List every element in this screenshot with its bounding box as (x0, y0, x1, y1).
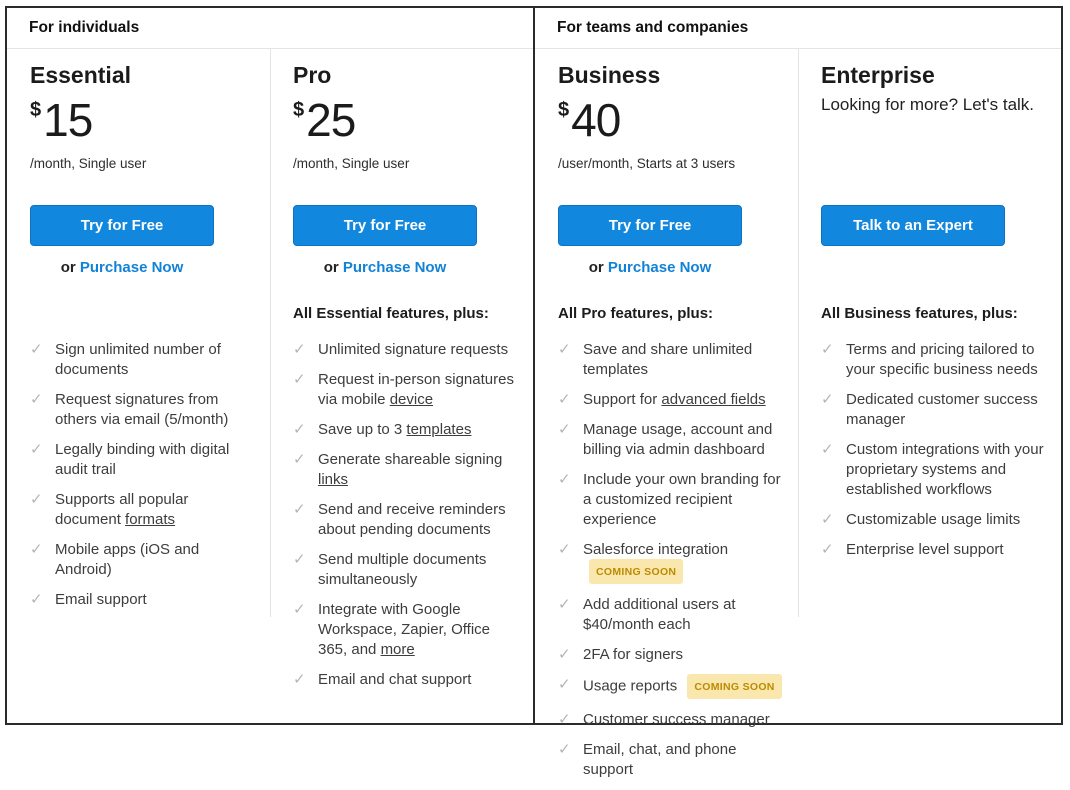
feature-link[interactable]: links (318, 471, 349, 488)
feature-item (558, 470, 782, 530)
check-icon: ✓ (558, 421, 571, 438)
feature-item (558, 675, 782, 700)
check-icon: ✓ (30, 591, 43, 608)
feature-text: Salesforce integration COMING SOON (583, 540, 782, 585)
feature-item (30, 440, 254, 480)
feature-item (558, 340, 782, 380)
section-header-teams: For teams and companies (535, 8, 1061, 49)
check-icon: ✓ (30, 491, 43, 508)
check-icon: ✓ (30, 341, 43, 358)
plan-top (30, 49, 254, 205)
feature-item (821, 390, 1045, 430)
features-header: All Pro features, plus: (558, 305, 714, 322)
price-note: /user/month, Starts at 3 users (558, 156, 736, 172)
or-label: or (323, 259, 343, 276)
check-icon: ✓ (558, 471, 571, 488)
feature-item (293, 550, 517, 590)
check-icon: ✓ (293, 501, 306, 518)
feature-text: Mobile apps (iOS and Android) (55, 541, 200, 578)
feature-text: Add additional users at $40/month each (583, 596, 736, 633)
feature-item (293, 500, 517, 540)
coming-soon-badge: COMING SOON (687, 674, 781, 699)
cta-wrap (30, 205, 214, 279)
check-icon: ✓ (558, 541, 571, 558)
plan-top (293, 49, 517, 205)
feature-list (293, 340, 517, 690)
or-label: or (60, 259, 80, 276)
purchase-row (30, 259, 214, 279)
features-header (30, 305, 254, 324)
check-icon: ✓ (293, 371, 306, 388)
check-icon: ✓ (821, 341, 834, 358)
talk-to-expert-button[interactable]: Talk to an Expert (821, 205, 1005, 246)
coming-soon-badge: COMING SOON (589, 559, 683, 584)
feature-item (558, 645, 782, 665)
check-icon: ✓ (293, 451, 306, 468)
feature-list (558, 340, 782, 780)
plan-column-enterprise (798, 49, 1061, 790)
check-icon: ✓ (293, 551, 306, 568)
feature-text: Save up to 3 templates (318, 421, 472, 438)
feature-item (293, 450, 517, 490)
cta-wrap (558, 205, 742, 279)
or-label: or (588, 259, 608, 276)
feature-item (821, 440, 1045, 500)
section-header-individuals: For individuals (7, 8, 533, 49)
check-icon: ✓ (558, 646, 571, 663)
feature-text: Sign unlimited number of documents (55, 341, 221, 378)
feature-text: Terms and pricing tailored to your specific business needs (846, 341, 1038, 378)
purchase-row-spacer (821, 259, 1005, 279)
feature-text: Unlimited signature requests (318, 341, 509, 358)
try-for-free-button[interactable]: Try for Free (293, 205, 477, 246)
check-icon: ✓ (558, 391, 571, 408)
feature-link[interactable]: templates (406, 421, 472, 438)
column-divider (270, 49, 271, 617)
check-icon: ✓ (558, 341, 571, 358)
column-divider (798, 49, 799, 617)
feature-text: Send multiple documents simultaneously (318, 551, 487, 588)
currency-symbol: $ (30, 99, 42, 122)
feature-list (821, 340, 1045, 560)
check-icon: ✓ (558, 711, 571, 728)
feature-item (821, 340, 1045, 380)
purchase-now-link[interactable]: Purchase Now (342, 259, 447, 276)
features-header: All Essential features, plus: (293, 305, 489, 322)
plan-name: Pro (293, 62, 332, 88)
check-icon: ✓ (558, 676, 571, 693)
cta-wrap (821, 205, 1005, 279)
feature-item (558, 710, 782, 730)
plan-name: Enterprise (821, 62, 935, 88)
section-body-individuals (7, 49, 533, 723)
plan-top (821, 49, 1045, 205)
currency-symbol: $ (293, 99, 305, 122)
price-note: /month, Single user (30, 156, 147, 172)
pricing-panel (5, 6, 1063, 778)
purchase-row (293, 259, 477, 279)
price (558, 93, 782, 147)
check-icon: ✓ (293, 421, 306, 438)
feature-text: Manage usage, account and billing via admin dashboard (583, 421, 773, 458)
feature-link[interactable]: device (389, 391, 434, 408)
feature-text: Request signatures from others via email (5/month) (55, 391, 229, 428)
feature-list (30, 340, 254, 610)
section-individuals (7, 8, 535, 723)
feature-item (293, 420, 517, 440)
feature-link[interactable]: more (380, 641, 415, 658)
feature-item (30, 540, 254, 580)
plan-column-essential (7, 49, 270, 723)
feature-text: Customizable usage limits (846, 511, 1021, 528)
feature-text: Request in-person signatures via mobile device (318, 371, 514, 408)
section-teams (535, 8, 1061, 778)
check-icon: ✓ (558, 596, 571, 613)
feature-item (293, 370, 517, 410)
currency-symbol: $ (558, 99, 570, 122)
price-amount: 15 (43, 94, 93, 147)
feature-text: Dedicated customer success manager (846, 391, 1038, 428)
feature-item (293, 670, 517, 690)
price-note: /month, Single user (293, 156, 410, 172)
feature-item (293, 600, 517, 660)
feature-item (821, 510, 1045, 530)
plan-tagline: Looking for more? Let's talk. (821, 95, 1035, 115)
feature-item (558, 420, 782, 460)
feature-text: Email support (55, 591, 147, 608)
check-icon: ✓ (30, 391, 43, 408)
feature-item (558, 595, 782, 635)
feature-text: Include your own branding for a customized recipient experience (583, 471, 781, 528)
feature-item (30, 490, 254, 530)
price-amount: 40 (571, 94, 621, 147)
check-icon: ✓ (293, 341, 306, 358)
feature-text: Custom integrations with your proprietary systems and established workflows (846, 441, 1044, 498)
plan-name: Business (558, 62, 661, 88)
feature-item (293, 340, 517, 360)
plan-name: Essential (30, 62, 131, 88)
check-icon: ✓ (821, 441, 834, 458)
check-icon: ✓ (30, 541, 43, 558)
feature-item (30, 390, 254, 430)
plan-column-pro (270, 49, 533, 723)
feature-text: Support for advanced fields (583, 391, 766, 408)
feature-text: Send and receive reminders about pending documents (318, 501, 506, 538)
plan-top (558, 49, 782, 205)
feature-item (821, 540, 1045, 560)
purchase-now-link[interactable]: Purchase Now (79, 259, 184, 276)
feature-text: Usage reports COMING SOON (583, 675, 782, 700)
feature-link[interactable]: advanced fields (661, 391, 766, 408)
price (293, 93, 517, 147)
feature-item (558, 390, 782, 410)
check-icon: ✓ (293, 671, 306, 688)
feature-text: Integrate with Google Workspace, Zapier, Office 365, and more (318, 601, 491, 658)
feature-text: Legally binding with digital audit trail (55, 441, 230, 478)
feature-link[interactable]: formats (125, 511, 176, 528)
check-icon: ✓ (821, 541, 834, 558)
section-body-teams (535, 49, 1061, 790)
feature-text: Email and chat support (318, 671, 472, 688)
try-for-free-button[interactable]: Try for Free (558, 205, 742, 246)
purchase-now-link[interactable]: Purchase Now (607, 259, 712, 276)
feature-item (30, 340, 254, 380)
purchase-row (558, 259, 742, 279)
check-icon: ✓ (821, 391, 834, 408)
feature-item (558, 740, 782, 780)
feature-text: 2FA for signers (583, 646, 684, 663)
try-for-free-button[interactable]: Try for Free (30, 205, 214, 246)
cta-wrap (293, 205, 477, 279)
feature-item (558, 540, 782, 585)
feature-text: Enterprise level support (846, 541, 1004, 558)
check-icon: ✓ (821, 511, 834, 528)
feature-item (30, 590, 254, 610)
feature-text: Supports all popular document formats (55, 491, 189, 528)
check-icon: ✓ (558, 741, 571, 758)
check-icon: ✓ (30, 441, 43, 458)
check-icon: ✓ (293, 601, 306, 618)
price-amount: 25 (306, 94, 356, 147)
features-header: All Business features, plus: (821, 305, 1018, 322)
plan-column-business (535, 49, 798, 790)
feature-text: Email, chat, and phone support (583, 741, 737, 778)
feature-text: Save and share unlimited templates (583, 341, 753, 378)
feature-text: Generate shareable signing links (318, 451, 503, 488)
feature-text: Customer success manager (583, 711, 770, 728)
price (30, 93, 254, 147)
